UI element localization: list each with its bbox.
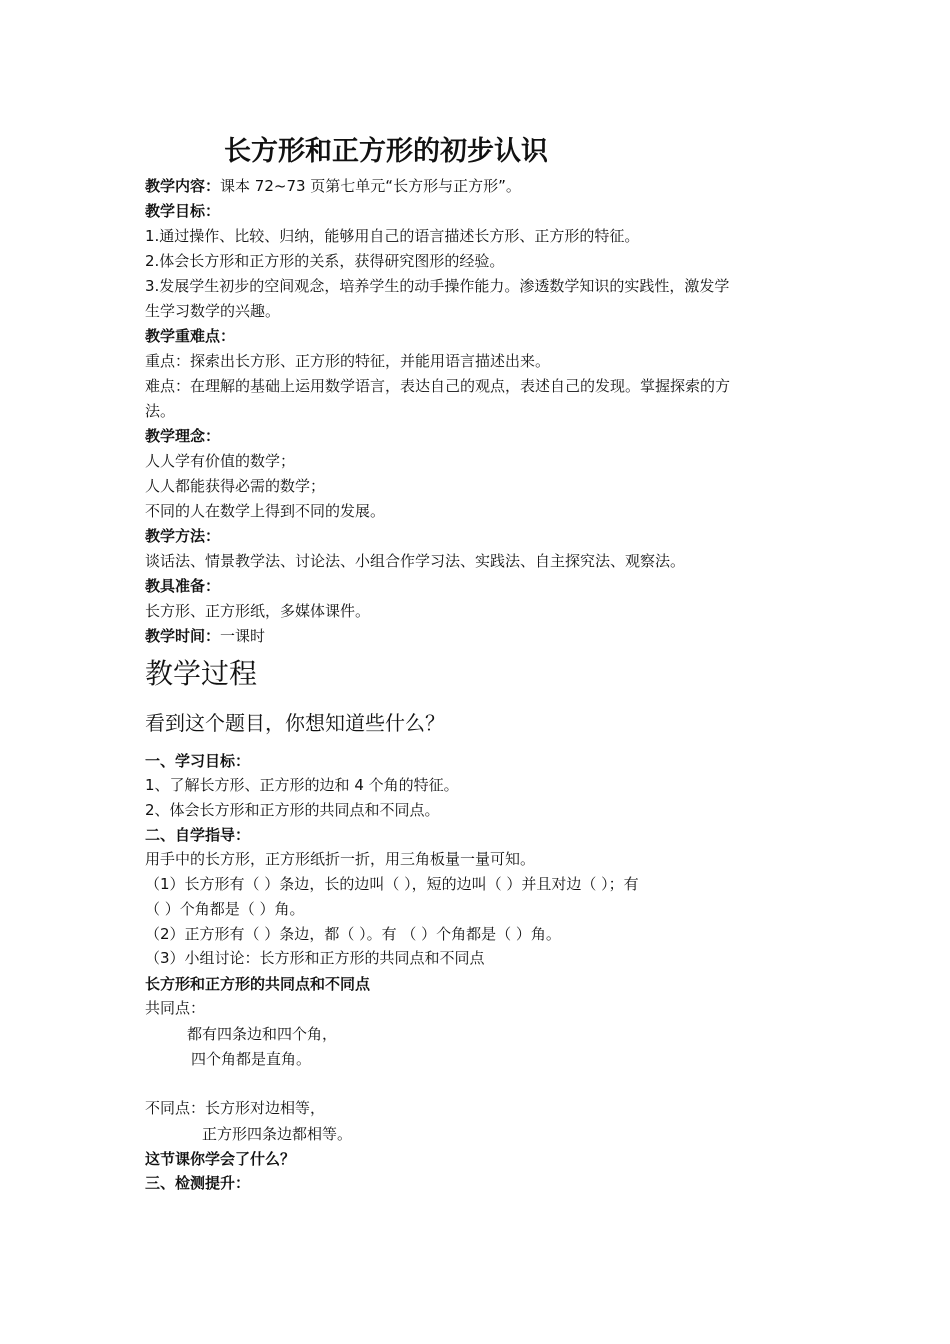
philosophy-line: 人人学有价值的数学； [145, 452, 296, 470]
objective-item: 3.发展学生初步的空间观念，培养学生的动手操作能力。渗透数学知识的实践性，激发学 [145, 277, 730, 295]
learning-goals-heading: 一、学习目标： [145, 752, 251, 770]
key-point-line: 难点：在理解的基础上运用数学语言，表达自己的观点，表述自己的发现。掌握探索的方 [145, 377, 731, 395]
materials-text: 长方形、正方形纸，多媒体课件。 [145, 602, 371, 620]
document-title: 长方形和正方形的初步认识 [224, 136, 548, 167]
key-point-line: 重点：探索出长方形、正方形的特征，并能用语言描述出来。 [145, 352, 551, 370]
process-question: 看到这个题目，你想知道些什么？ [145, 711, 445, 735]
learning-goal-item: 2、体会长方形和正方形的共同点和不同点。 [145, 801, 440, 819]
self-study-item: （ ）个角都是（ ）角。 [145, 900, 305, 918]
common-point-item: 四个角都是直角。 [191, 1050, 312, 1068]
self-study-item: （2）正方形有（ ）条边，都（ ）。有 （ ）个角都是（ ）角。 [145, 925, 561, 943]
self-study-intro: 用手中的长方形，正方形纸折一折，用三角板量一量可知。 [145, 850, 536, 868]
self-study-heading: 二、自学指导： [145, 826, 251, 844]
teaching-time-label: 教学时间： [145, 627, 221, 645]
methods-text: 谈话法、情景教学法、讨论法、小组合作学习法、实践法、自主探究法、观察法。 [145, 552, 686, 570]
differences-line: 正方形四条边都相等。 [202, 1125, 353, 1143]
differences-line: 不同点：长方形对边相等， [145, 1099, 326, 1117]
objective-item: 2.体会长方形和正方形的关系，获得研究图形的经验。 [145, 252, 505, 270]
teaching-time-line [145, 626, 265, 646]
objective-item: 1.通过操作、比较、归纳，能够用自己的语言描述长方形、正方形的特征。 [145, 227, 640, 245]
process-heading: 教学过程 [145, 657, 258, 690]
teaching-time-value: 一课时 [220, 627, 266, 645]
teaching-content-label: 教学内容： [145, 177, 221, 195]
common-point-item: 都有四条边和四个角， [187, 1025, 338, 1043]
philosophy-line: 人人都能获得必需的数学； [145, 477, 326, 495]
materials-heading: 教具准备： [145, 577, 221, 595]
key-points-heading: 教学重难点： [145, 327, 236, 345]
philosophy-heading: 教学理念： [145, 427, 221, 445]
common-points-label: 共同点： [145, 999, 206, 1017]
methods-heading: 教学方法： [145, 527, 221, 545]
test-heading: 三、检测提升： [145, 1174, 251, 1192]
objectives-heading: 教学目标： [145, 202, 221, 220]
key-point-line: 法。 [145, 402, 176, 420]
objective-item: 生学习数学的兴趣。 [145, 302, 281, 320]
summary-question: 这节课你学会了什么？ [145, 1150, 296, 1168]
self-study-item: （1）长方形有（ ）条边，长的边叫（ ），短的边叫（ ）并且对边（ ）；有 [145, 875, 639, 893]
philosophy-line: 不同的人在数学上得到不同的发展。 [145, 502, 386, 520]
teaching-content-line [145, 176, 521, 196]
teaching-content-value: 课本 72~73 页第七单元“长方形与正方形”。 [220, 177, 521, 195]
learning-goal-item: 1、了解长方形、正方形的边和 4 个角的特征。 [145, 776, 459, 794]
self-study-item: （3）小组讨论：长方形和正方形的共同点和不同点 [145, 949, 485, 967]
comparison-heading: 长方形和正方形的共同点和不同点 [145, 975, 371, 993]
